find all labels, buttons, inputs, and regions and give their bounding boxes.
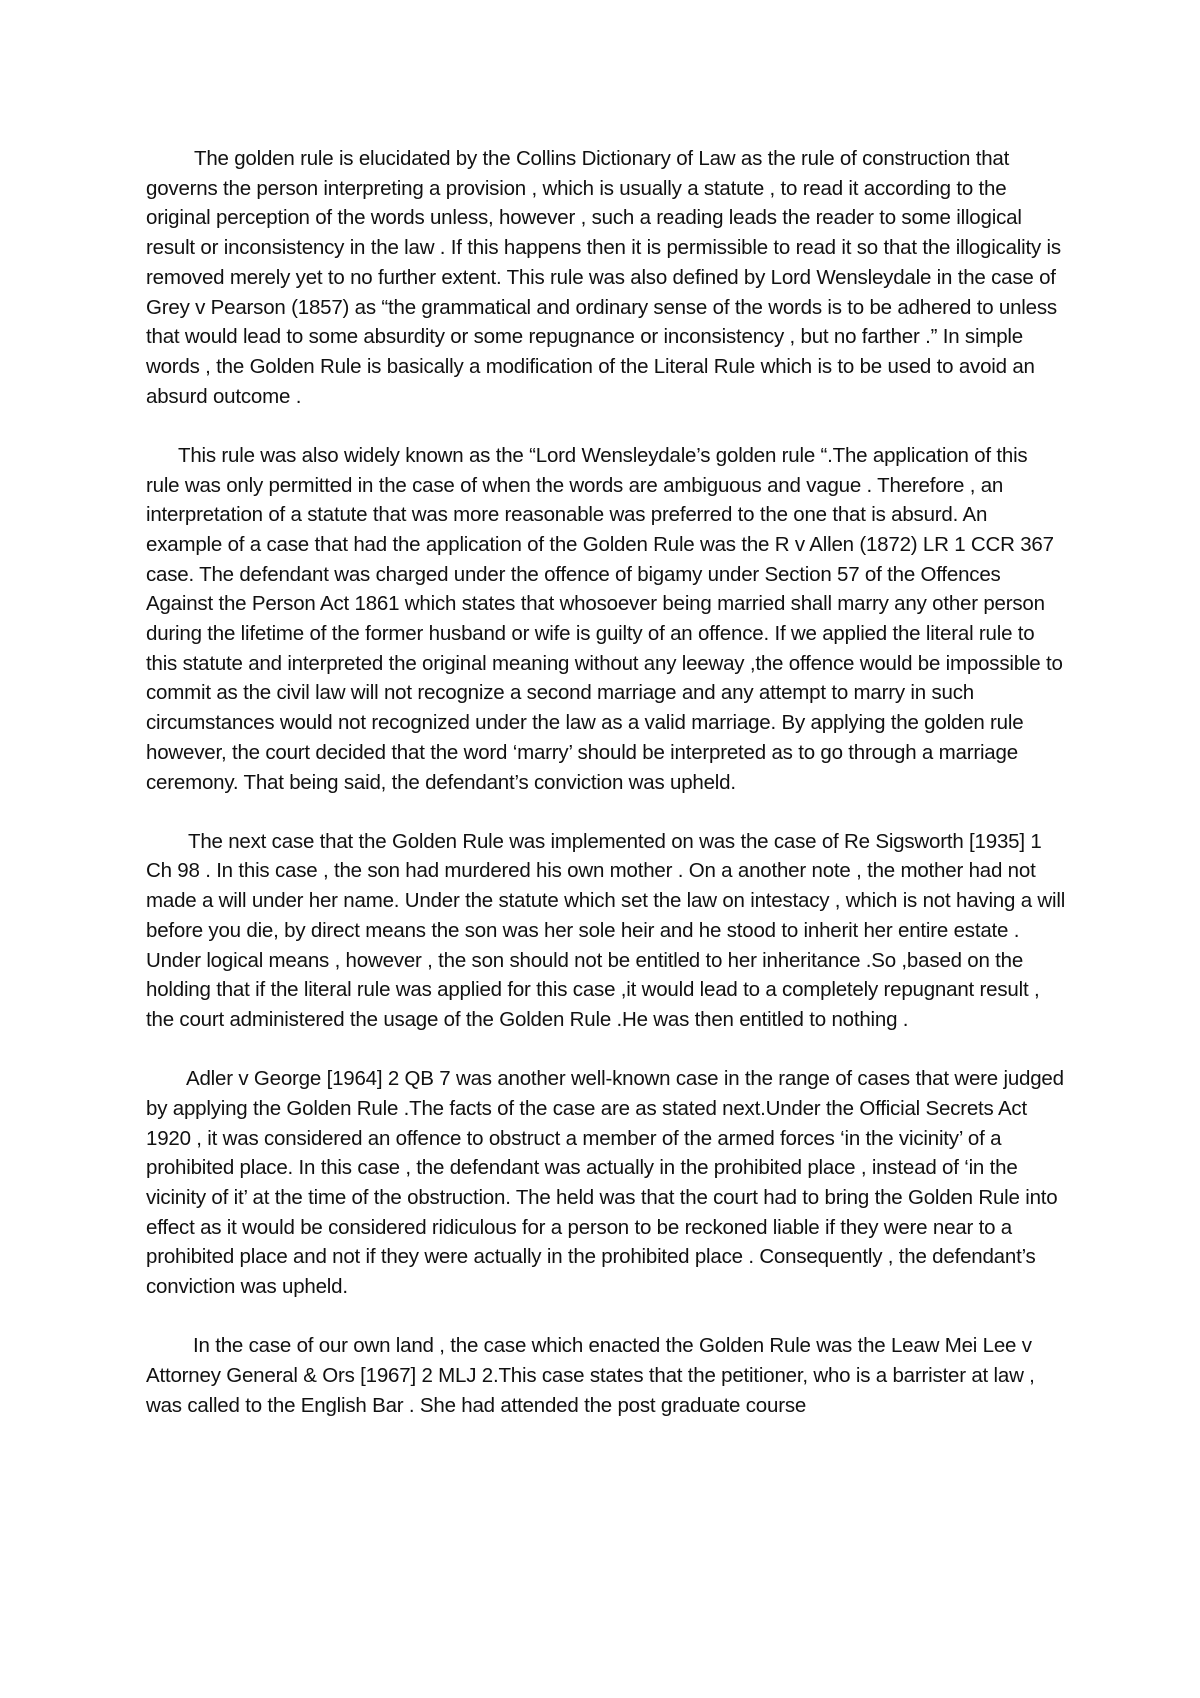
paragraph-re-sigsworth: The next case that the Golden Rule was implemented on was the case of Re Sigsworth [1935] 1 Ch 98 . In this case , the son had murdered his own mother . On a another note , the mother had not made a will under her name. Under the statute which set the law on intestacy , which is not having a will before you die, by direct means the son was her sole heir and he stood to inherit her entire estate . Under logical means , however , the son should not be entitled to her inheritance .So ,based on the holding that if the literal rule was applied for this case ,it would lead to a completely repugnant result , the court administered the usage of the Golden Rule .He was then entitled to nothing . bbox=[146, 829, 1066, 1031]
paragraph-r-v-allen: This rule was also widely known as the “Lord Wensleydale’s golden rule “.The application of this rule was only permitted in the case of when the words are ambiguous and vague . Therefore , an interpretation of a statute that was more reasonable was preferred to the one that is absurd. An example of a case that had the application of the Golden Rule was the R v Allen (1872) LR 1 CCR 367 case. The defendant was charged under the offence of bigamy under Section 57 of the Offences Against the Person Act 1861 which states that whosoever being married shall marry any other person during the lifetime of the former husband or wife is guilty of an offence. If we applied the literal rule to this statute and interpreted the original meaning without any leeway ,the offence would be impossible to commit as the civil law will not recognize a second marriage and any attempt to marry in such circumstances would not recognized under the law as a valid marriage. By applying the golden rule however, the court decided that the word ‘marry’ should be interpreted as to go through a marriage ceremony. That being said, the defendant’s conviction was upheld. bbox=[146, 443, 1063, 794]
body-text bbox=[146, 144, 1066, 1450]
paragraph-leaw-mei-lee: In the case of our own land , the case which enacted the Golden Rule was the Leaw Mei Lee v Attorney General & Ors [1967] 2 MLJ 2.This case states that the petitioner, who is a barrister at law , was called to the English Bar . She had attended the post graduate course bbox=[146, 1334, 1035, 1417]
paragraph-adler-v-george: Adler v George [1964] 2 QB 7 was another well-known case in the range of cases that were judged by applying the Golden Rule .The facts of the case are as stated next.Under the Official Secrets Act 1920 , it was considered an offence to obstruct a member of the armed forces ‘in the vicinity’ of a prohibited place. In this case , the defendant was actually in the prohibited place , instead of ‘in the vicinity of it’ at the time of the obstruction. The held was that the court had to bring the Golden Rule into effect as it would be considered ridiculous for a person to be reckoned liable if they were near to a prohibited place and not if they were actually in the prohibited place . Consequently , the defendant’s conviction was upheld. bbox=[146, 1067, 1064, 1299]
paragraph-golden-rule-definition: The golden rule is elucidated by the Collins Dictionary of Law as the rule of construction that governs the person interpreting a provision , which is usually a statute , to read it according to the original perception of the words unless, however , such a reading leads the reader to some illogical result or inconsistency in the law . If this happens then it is permissible to read it so that the illogicality is removed merely yet to no further extent. This rule was also defined by Lord Wensleydale in the case of Grey v Pearson (1857) as “the grammatical and ordinary sense of the words is to be adhered to unless that would lead to some absurdity or some repugnance or inconsistency , but no farther .” In simple words , the Golden Rule is basically a modification of the Literal Rule which is to be used to avoid an absurd outcome . bbox=[146, 147, 1061, 408]
